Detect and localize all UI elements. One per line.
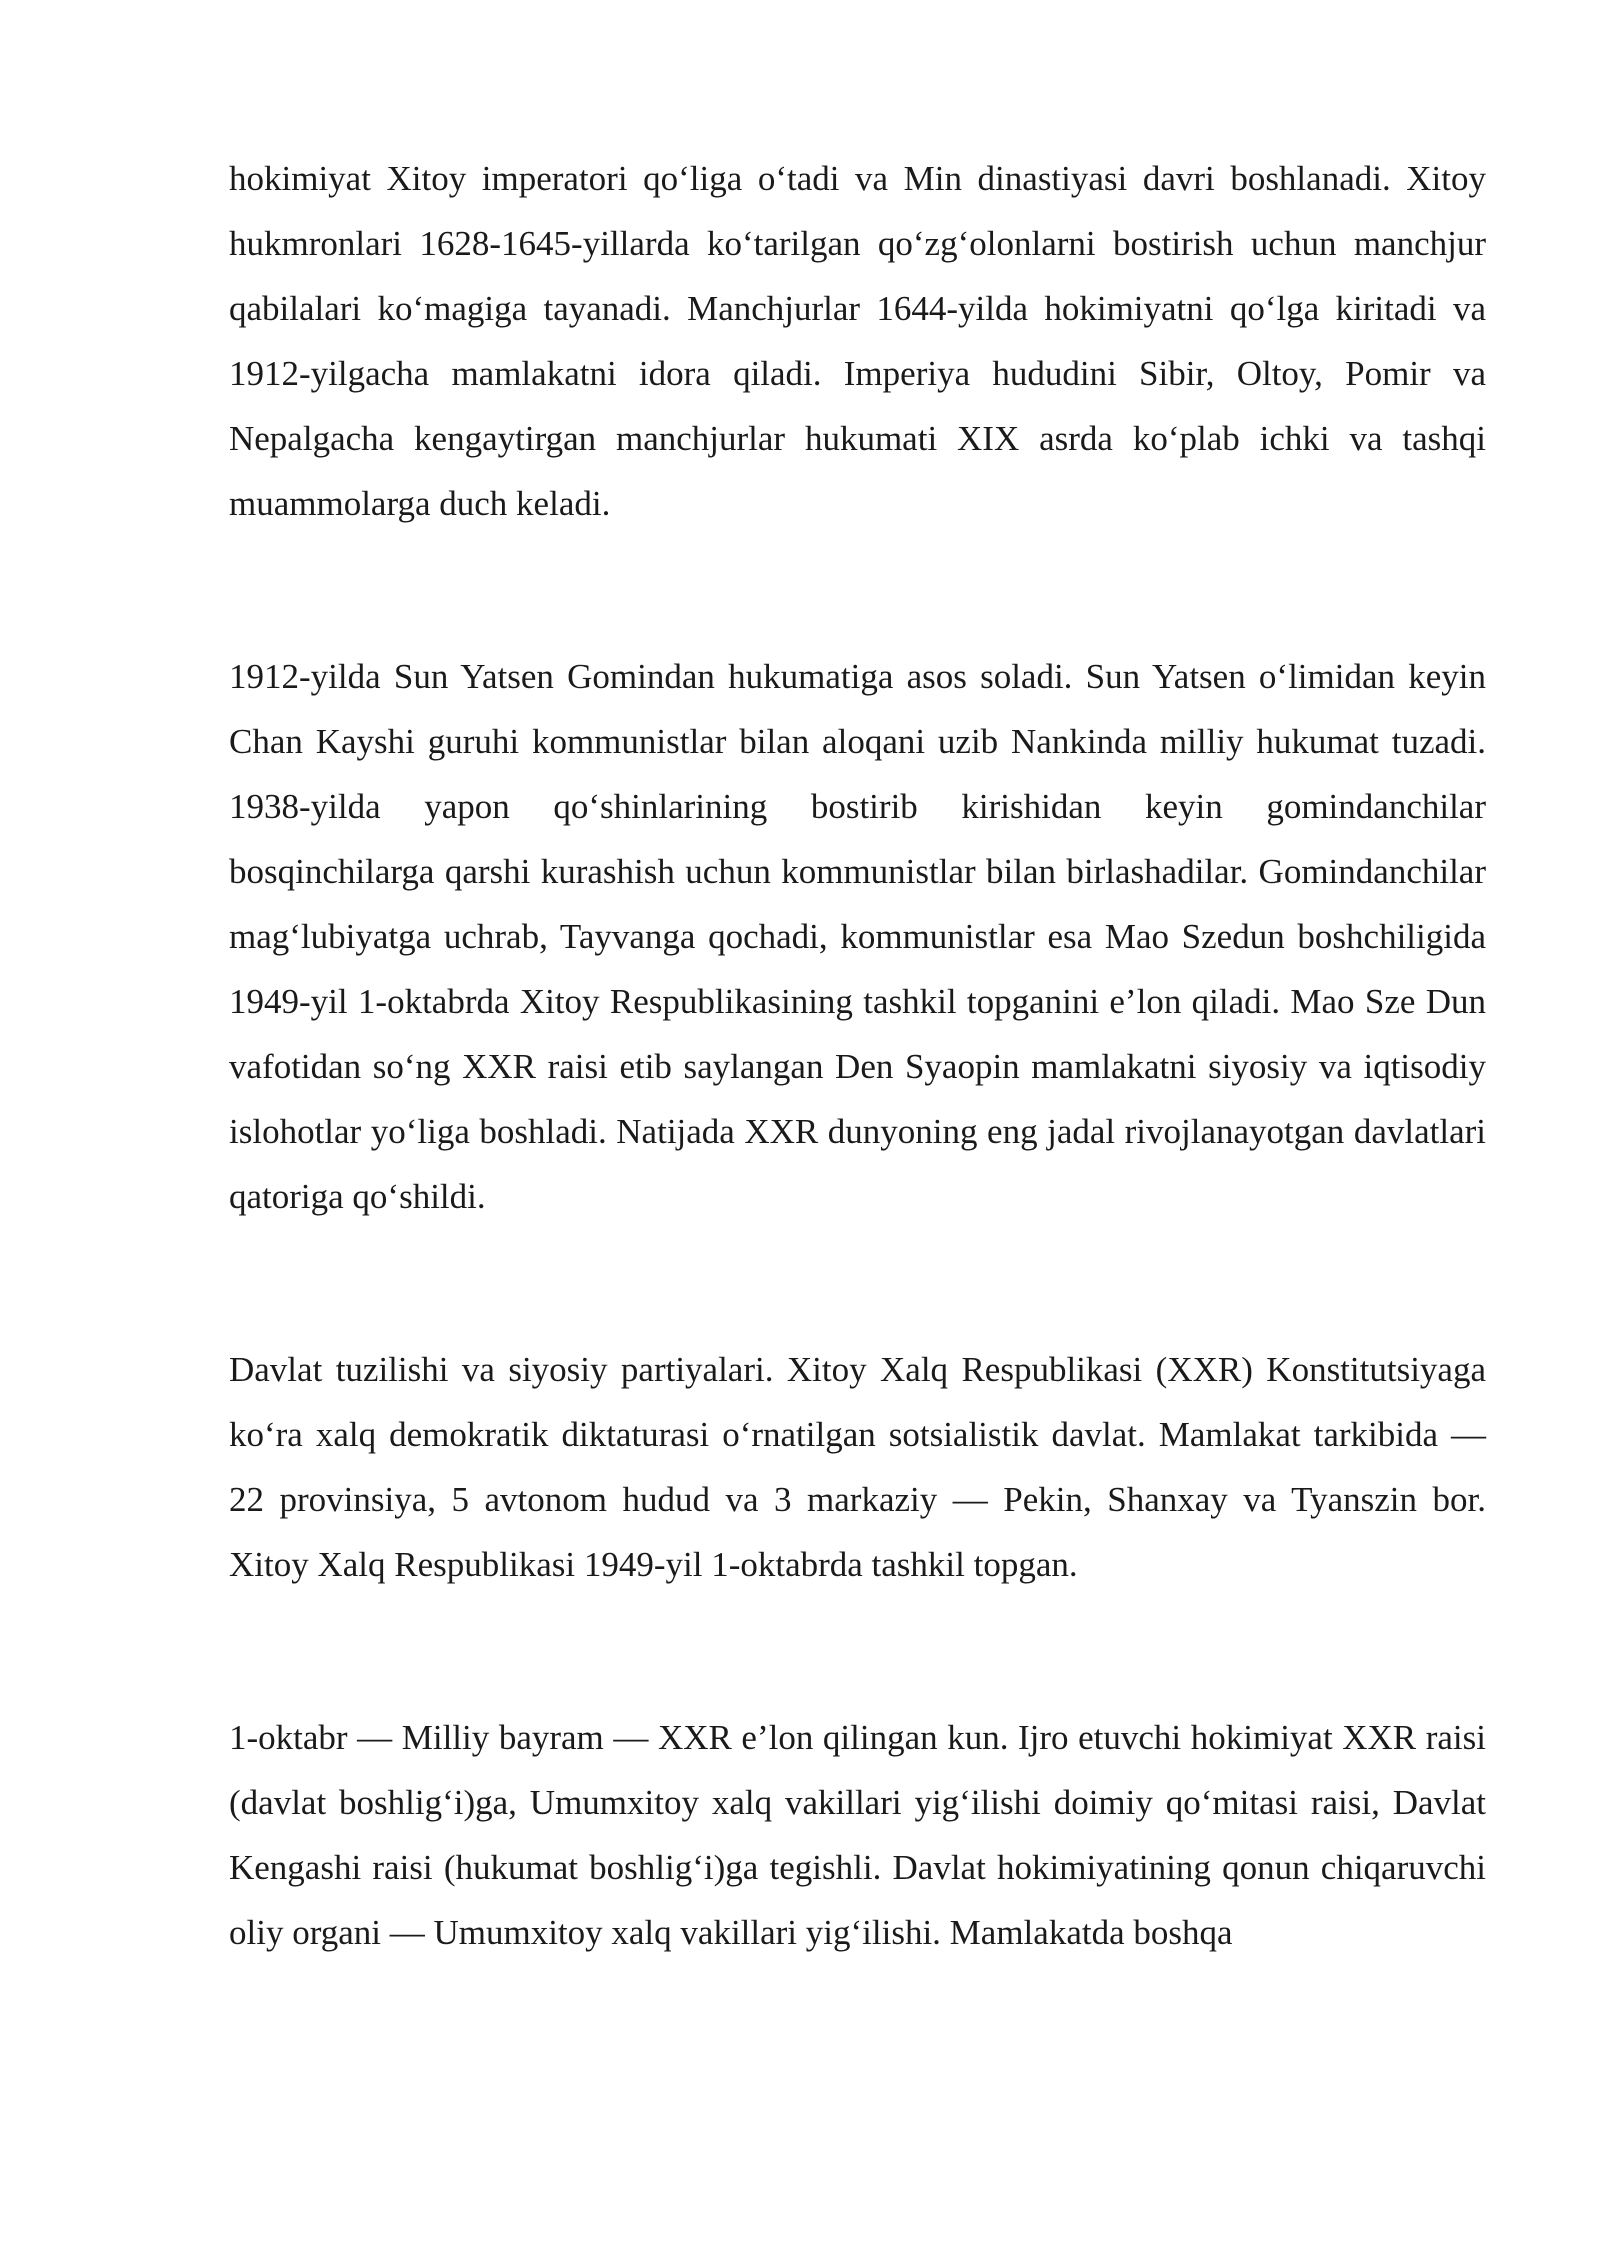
paragraph-state-structure: Davlat tuzilishi va siyosiy partiyalari. Xitoy Xalq Respublikasi (XXR) Konstitutsiyaga ko‘ra xalq demokratik diktaturasi o‘rnatilgan sotsialistik davlat. Mamlakat tarkibida — 22 provinsiya, 5 avtonom hudud va 3 markaziy — Pekin, Shanxay va Tyanszin bor. Xitoy Xalq Respublikasi 1949-yil 1-oktabrda tashkil topgan.	[229, 1350, 1486, 1584]
paragraph-republic-history: 1912-yilda Sun Yatsen Gomindan hukumatiga asos soladi. Sun Yatsen o‘limidan keyin Chan Kayshi guruhi kommunistlar bilan aloqani uzib Nankinda milliy hukumat tuzadi. 1938-yilda yapon qo‘shinlarining bostirib kirishidan keyin gomindanchilar bosqinchilarga qarshi kurashish uchun kommunistlar bilan birlashadilar. Gomindanchilar mag‘lubiyatga uchrab, Tayvanga qochadi, kommunistlar esa Mao Szedun boshchiligida 1949-yil 1-oktabrda Xitoy Respublikasining tashkil topganini e’lon qiladi. Mao Sze Dun vafotidan so‘ng XXR raisi etib saylangan Den Syaopin mamlakatni siyosiy va iqtisodiy islohotlar yo‘liga boshladi. Natijada XXR dunyoning eng jadal rivojlanayotgan davlatlari qatoriga qo‘shildi.	[229, 657, 1486, 1216]
paragraph-manchu-rule: hokimiyat Xitoy imperatori qo‘liga o‘tadi va Min dinastiyasi davri boshlanadi. Xitoy hukmronlari 1628-1645-yillarda ko‘tarilgan qo‘zg‘olonlarni bostirish uchun manchjur qabilalari ko‘magiga tayanadi. Manchjurlar 1644-yilda hokimiyatni qo‘lga kiritadi va 1912-yilgacha mamlakatni idora qiladi. Imperiya hududini Sibir, Oltoy, Pomir va Nepalgacha kengaytirgan manchjurlar hukumati XIX asrda ko‘plab ichki va tashqi muammolarga duch keladi.	[229, 159, 1486, 523]
document-body	[229, 146, 1486, 1965]
paragraph-national-holiday: 1-oktabr — Milliy bayram — XXR e’lon qilingan kun. Ijro etuvchi hokimiyat XXR raisi (davlat boshlig‘i)ga, Umumxitoy xalq vakillari yig‘ilishi doimiy qo‘mitasi raisi, Davlat Kengashi raisi (hukumat boshlig‘i)ga tegishli. Davlat hokimiyatining qonun chiqaruvchi oliy organi — Umumxitoy xalq vakillari yig‘ilishi. Mamlakatda boshqa	[229, 1718, 1486, 1952]
